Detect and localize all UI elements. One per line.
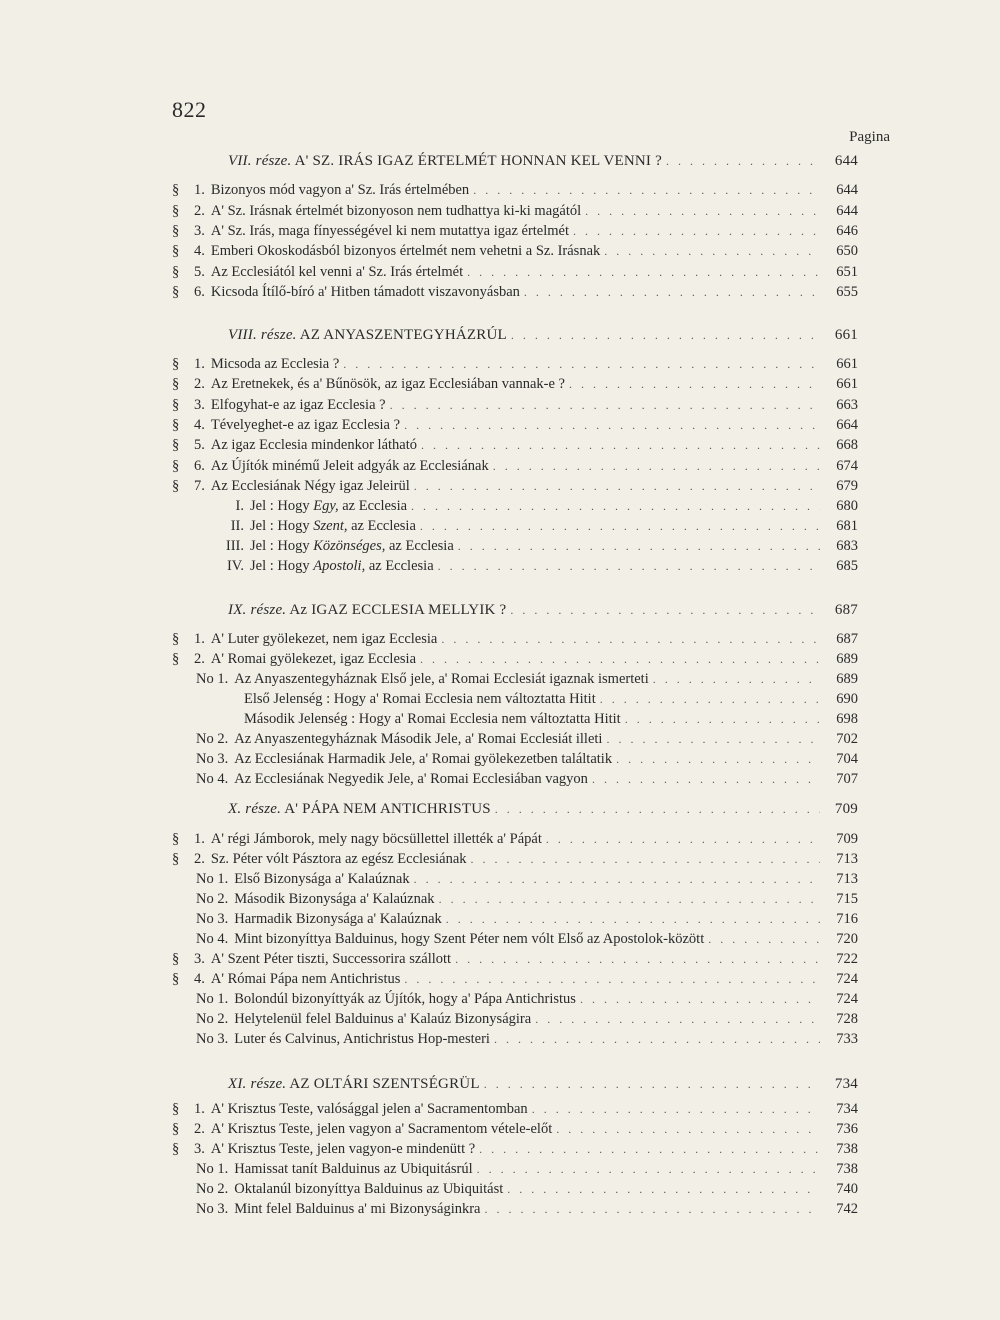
- entry-title: Hamissat tanít Balduinus az Ubiquitásrúl: [234, 1161, 473, 1177]
- entry-title: Mint bizonyíttya Balduinus, hogy Szent Péter nem vólt Első az Apostolok-között: [234, 931, 705, 947]
- page-reference: 664: [836, 417, 858, 433]
- paragraph-number: 1.: [194, 1101, 205, 1117]
- entry-title: Az Ecclesiának Negyedik Jele, a' Romai Ecclesiában vagyon: [234, 771, 588, 787]
- page-reference: 724: [836, 991, 858, 1007]
- jel-post: az Ecclesia: [388, 538, 454, 554]
- dot-leader: [580, 990, 820, 1008]
- jel-pre: Jel : Hogy: [250, 558, 310, 574]
- entry-title: Első Bizonysága a' Kalaúznak: [234, 871, 410, 887]
- section-label: része.: [255, 153, 292, 169]
- jel-italic: Egy,: [313, 498, 339, 514]
- page-reference: 720: [836, 931, 858, 947]
- dot-leader: [524, 283, 820, 301]
- section-sign: §: [172, 417, 180, 433]
- entry-title: A' Sz. Irás, maga fínyességével ki nem mutattya igaz értelmét: [210, 223, 570, 239]
- entry-title: Sz. Péter vólt Pásztora az egész Ecclesiának: [210, 851, 467, 867]
- toc-entry: [172, 242, 858, 260]
- dot-leader: [439, 890, 820, 908]
- dot-leader: [479, 1140, 820, 1158]
- entry-title: Az Eretnekek, és a' Bűnösök, az igaz Ecclesiában vannak-e ?: [210, 376, 565, 392]
- section-sign: §: [172, 971, 180, 987]
- dot-leader: [708, 930, 820, 948]
- entry-title: Helytelenül felel Balduinus a' Kalaúz Bizonyságira: [234, 1011, 532, 1027]
- page-reference: 689: [836, 651, 858, 667]
- section-sign: §: [172, 223, 180, 239]
- page-reference: 655: [836, 284, 858, 300]
- numero-label: No 2.: [196, 1181, 229, 1197]
- page-reference: 716: [836, 911, 858, 927]
- toc-entry: [172, 375, 858, 393]
- paragraph-number: 1.: [194, 631, 205, 647]
- page-reference: 738: [836, 1161, 858, 1177]
- page-reference: 650: [836, 243, 858, 259]
- toc-section-heading: [228, 1075, 858, 1093]
- toc-entry: [196, 1030, 858, 1048]
- jel-post: az Ecclesia: [368, 558, 434, 574]
- paragraph-number: 7.: [194, 478, 205, 494]
- entry-title: Mint felel Balduinus a' mi Bizonyságinkra: [234, 1201, 481, 1217]
- toc-entry: [244, 710, 858, 728]
- dot-leader: [625, 710, 820, 728]
- numero-label: No 3.: [196, 911, 229, 927]
- dot-leader: [414, 870, 820, 888]
- toc-section-heading: [228, 326, 858, 344]
- toc-entry: [244, 690, 858, 708]
- entry-title: A' Romai gyölekezet, igaz Ecclesia: [210, 651, 416, 667]
- dot-leader: [404, 416, 820, 434]
- page-reference: 724: [836, 971, 858, 987]
- jel-italic: Apostoli,: [313, 558, 366, 574]
- section-sign: §: [172, 631, 180, 647]
- toc-entry: [172, 830, 858, 848]
- toc-entry: [172, 630, 858, 648]
- page-reference: 707: [836, 771, 858, 787]
- numero-label: No 1.: [196, 1161, 229, 1177]
- toc-entry: [172, 1140, 858, 1158]
- numero-label: No 2.: [196, 731, 229, 747]
- toc-entry: [196, 890, 858, 908]
- pagina-column-label: Pagina: [849, 129, 890, 145]
- dot-leader: [421, 436, 820, 454]
- entry-title: Kicsoda Ítílő-bíró a' Hitben támadott viszavonyásban: [210, 284, 520, 300]
- entry-title: Oktalanúl bizonyíttya Balduinus az Ubiquitást: [234, 1181, 504, 1197]
- toc-entry: [172, 950, 858, 968]
- section-title: [228, 800, 491, 818]
- entry-title: A' Luter gyölekezet, nem igaz Ecclesia: [210, 631, 438, 647]
- toc-entry: [190, 517, 858, 535]
- entry-title: Az Újítók minémű Jeleit adgyák az Ecclesiának: [210, 458, 489, 474]
- dot-leader: [441, 630, 820, 648]
- jel-number: IV.: [226, 558, 244, 574]
- toc-entry: [196, 930, 858, 948]
- paragraph-number: 5.: [194, 264, 205, 280]
- section-sign: §: [172, 651, 180, 667]
- jel-post: az Ecclesia: [342, 498, 408, 514]
- numero-label: No 3.: [196, 1201, 229, 1217]
- page-number: 822: [172, 97, 207, 122]
- section-sign: §: [172, 182, 180, 198]
- toc-entry: [172, 970, 858, 988]
- dot-leader: [494, 1030, 820, 1048]
- section-sign: §: [172, 356, 180, 372]
- paragraph-number: 4.: [194, 417, 205, 433]
- paragraph-number: 3.: [194, 951, 205, 967]
- numero-label: No 1.: [196, 991, 229, 1007]
- toc-entry: [172, 850, 858, 868]
- page-reference: 733: [836, 1031, 858, 1047]
- toc-entry: [196, 670, 858, 688]
- entry-title: Az Ecclesiának Harmadik Jele, a' Romai gyölekezetben találtatik: [234, 751, 613, 767]
- section-sign: §: [172, 951, 180, 967]
- page-reference: 728: [836, 1011, 858, 1027]
- entry-title: [250, 557, 434, 575]
- paragraph-number: 4.: [194, 971, 205, 987]
- toc-entry: [196, 990, 858, 1008]
- dot-leader: [573, 222, 820, 240]
- toc-entry: [196, 910, 858, 928]
- toc-entry: [172, 1120, 858, 1138]
- page-reference: 704: [836, 751, 858, 767]
- page-reference: 679: [836, 478, 858, 494]
- page-reference: 690: [836, 691, 858, 707]
- toc-entry: [172, 650, 858, 668]
- dot-leader: [471, 850, 820, 868]
- paragraph-number: 3.: [194, 1141, 205, 1157]
- jel-pre: Jel : Hogy: [250, 518, 310, 534]
- dot-leader: [414, 477, 820, 495]
- page-reference: 680: [836, 498, 858, 514]
- entry-title: A' Krisztus Teste, jelen vagyon a' Sacramentom vétele-előt: [210, 1121, 553, 1137]
- entry-title: Harmadik Bizonysága a' Kalaúznak: [234, 911, 442, 927]
- page-reference: 687: [834, 602, 858, 618]
- entry-title: Az Ecclesiának Négy igaz Jeleirül: [210, 478, 410, 494]
- jel-pre: Jel : Hogy: [250, 538, 310, 554]
- page-reference: 698: [836, 711, 858, 727]
- page-reference: 734: [834, 1076, 858, 1092]
- toc-entry: [196, 1160, 858, 1178]
- page-reference: 683: [836, 538, 858, 554]
- page-reference: 709: [834, 801, 858, 817]
- dot-leader: [404, 970, 820, 988]
- numero-label: No 1.: [196, 871, 229, 887]
- dot-leader: [592, 770, 820, 788]
- paragraph-number: 3.: [194, 397, 205, 413]
- paragraph-number: 6.: [194, 284, 205, 300]
- entry-title: Első Jelenség : Hogy a' Romai Ecclesia nem változtatta Hitit: [244, 691, 596, 707]
- section-number: XI.: [228, 1076, 247, 1092]
- page-reference: 668: [836, 437, 858, 453]
- dot-leader: [511, 326, 820, 344]
- toc-entry: [172, 416, 858, 434]
- paragraph-number: 1.: [194, 356, 205, 372]
- numero-label: No 3.: [196, 1031, 229, 1047]
- dot-leader: [653, 670, 820, 688]
- dot-leader: [473, 181, 820, 199]
- toc-section-heading: [228, 800, 858, 818]
- paragraph-number: 6.: [194, 458, 205, 474]
- toc-entry: [196, 870, 858, 888]
- page-reference: 715: [836, 891, 858, 907]
- entry-title: Második Jelenség : Hogy a' Romai Ecclesia nem változtatta Hitit: [244, 711, 621, 727]
- section-heading-text: A' SZ. IRÁS IGAZ ÉRTELMÉT HONNAN KEL VENNI ?: [294, 153, 662, 169]
- paragraph-number: 2.: [194, 651, 205, 667]
- page-reference: 644: [836, 203, 858, 219]
- section-number: VII.: [228, 153, 252, 169]
- paragraph-number: 2.: [194, 851, 205, 867]
- dot-leader: [411, 497, 820, 515]
- dot-leader: [616, 750, 820, 768]
- toc-section-heading: [228, 152, 858, 170]
- dot-leader: [493, 457, 820, 475]
- dot-leader: [455, 950, 820, 968]
- entry-title: A' Krisztus Teste, jelen vagyon-e mindenütt ?: [210, 1141, 476, 1157]
- page-reference: 687: [836, 631, 858, 647]
- entry-title: A' Római Pápa nem Antichristus: [210, 971, 401, 987]
- entry-title: Az Ecclesiától kel venni a' Sz. Irás értelmét: [210, 264, 464, 280]
- paragraph-number: 4.: [194, 243, 205, 259]
- toc-entry: [172, 202, 858, 220]
- dot-leader: [495, 800, 820, 818]
- section-sign: §: [172, 1121, 180, 1137]
- dot-leader: [420, 650, 820, 668]
- section-sign: §: [172, 264, 180, 280]
- section-sign: §: [172, 243, 180, 259]
- toc-entry: [196, 750, 858, 768]
- toc-entry: [190, 557, 858, 575]
- paragraph-number: 2.: [194, 376, 205, 392]
- section-title: [228, 152, 662, 170]
- entry-title: A' Krisztus Teste, valósággal jelen a' Sacramentomban: [210, 1101, 528, 1117]
- jel-italic: Közönséges,: [313, 538, 386, 554]
- toc-entry: [172, 222, 858, 240]
- dot-leader: [666, 152, 820, 170]
- toc-section-heading: [228, 601, 858, 619]
- section-number: X.: [228, 801, 242, 817]
- entry-title: A' régi Jámborok, mely nagy böcsüllettel illették a' Pápát: [210, 831, 542, 847]
- entry-title: Második Bizonysága a' Kalaúznak: [234, 891, 435, 907]
- entry-title: Az Anyaszentegyháznak Második Jele, a' Romai Ecclesiát illeti: [234, 731, 603, 747]
- jel-number: III.: [225, 538, 244, 554]
- section-heading-text: AZ ANYASZENTEGYHÁZRÚL: [299, 327, 507, 343]
- dot-leader: [535, 1010, 820, 1028]
- jel-post: az Ecclesia: [351, 518, 416, 534]
- section-sign: §: [172, 1101, 180, 1117]
- jel-number: I.: [235, 498, 244, 514]
- section-sign: §: [172, 458, 180, 474]
- dot-leader: [484, 1075, 820, 1093]
- page-reference: 651: [836, 264, 858, 280]
- page-reference: 740: [836, 1181, 858, 1197]
- section-sign: §: [172, 851, 180, 867]
- page-reference: 709: [836, 831, 858, 847]
- dot-leader: [556, 1120, 820, 1138]
- page-reference: 742: [836, 1201, 858, 1217]
- section-title: [228, 1075, 480, 1093]
- page-reference: 734: [836, 1101, 858, 1117]
- page-reference: 646: [836, 223, 858, 239]
- entry-title: Bolondúl bizonyíttyák az Újítók, hogy a' Pápa Antichristus: [234, 991, 576, 1007]
- dot-leader: [585, 202, 820, 220]
- section-sign: §: [172, 397, 180, 413]
- numero-label: No 4.: [196, 771, 229, 787]
- dot-leader: [467, 263, 820, 281]
- paragraph-number: 2.: [194, 1121, 205, 1137]
- section-number: IX.: [228, 602, 247, 618]
- jel-number: II.: [230, 518, 244, 534]
- section-label: része.: [250, 1076, 287, 1092]
- section-sign: §: [172, 478, 180, 494]
- section-heading-text: AZ OLTÁRI SZENTSÉGRÜL: [289, 1076, 480, 1092]
- entry-title: A' Sz. Irásnak értelmét bizonyoson nem tudhattya ki-ki magától: [210, 203, 582, 219]
- toc-entry: [172, 1100, 858, 1118]
- dot-leader: [438, 557, 820, 575]
- toc-entry: [172, 436, 858, 454]
- paragraph-number: 5.: [194, 437, 205, 453]
- page-reference: 713: [836, 871, 858, 887]
- dot-leader: [606, 730, 820, 748]
- entry-title: Az igaz Ecclesia mindenkor látható: [210, 437, 418, 453]
- page-reference: 702: [836, 731, 858, 747]
- section-heading-text: Az IGAZ ECCLESIA MELLYIK ?: [289, 602, 507, 618]
- entry-title: [250, 517, 416, 535]
- entry-title: Elfogyhat-e az igaz Ecclesia ?: [210, 397, 386, 413]
- entry-title: [250, 497, 407, 515]
- entry-title: Az Anyaszentegyháznak Első jele, a' Romai Ecclesiát igaznak ismerteti: [234, 671, 649, 687]
- page-reference: 663: [836, 397, 858, 413]
- numero-label: No 3.: [196, 751, 229, 767]
- paragraph-number: 3.: [194, 223, 205, 239]
- entry-title: Micsoda az Ecclesia ?: [210, 356, 340, 372]
- toc-entry: [172, 355, 858, 373]
- paragraph-number: 1.: [194, 182, 205, 198]
- dot-leader: [510, 601, 820, 619]
- toc-entry: [172, 457, 858, 475]
- toc-entry: [172, 477, 858, 495]
- page-reference: 713: [836, 851, 858, 867]
- page-reference: 689: [836, 671, 858, 687]
- page-reference: 661: [834, 327, 858, 343]
- numero-label: No 1.: [196, 671, 229, 687]
- dot-leader: [390, 396, 820, 414]
- page-reference: 681: [836, 518, 858, 534]
- toc-entry: [196, 1200, 858, 1218]
- section-title: [228, 601, 506, 619]
- jel-italic: Szent,: [313, 518, 348, 534]
- dot-leader: [600, 690, 820, 708]
- page-reference: 738: [836, 1141, 858, 1157]
- numero-label: No 2.: [196, 1011, 229, 1027]
- toc-entry: [190, 497, 858, 515]
- page-reference: 661: [836, 356, 858, 372]
- entry-title: A' Szent Péter tiszti, Successorira szállott: [210, 951, 452, 967]
- dot-leader: [546, 830, 820, 848]
- page-reference: 736: [836, 1121, 858, 1137]
- page-reference: 685: [836, 558, 858, 574]
- dot-leader: [343, 355, 820, 373]
- toc-entry: [172, 396, 858, 414]
- toc-entry: [190, 537, 858, 555]
- entry-title: Bizonyos mód vagyon a' Sz. Irás értelmében: [210, 182, 470, 198]
- page-reference: 644: [834, 153, 858, 169]
- section-label: része.: [260, 327, 297, 343]
- dot-leader: [532, 1100, 820, 1118]
- section-sign: §: [172, 203, 180, 219]
- entry-title: Tévelyeghet-e az igaz Ecclesia ?: [210, 417, 401, 433]
- section-label: része.: [250, 602, 287, 618]
- section-title: [228, 326, 507, 344]
- numero-label: No 4.: [196, 931, 229, 947]
- dot-leader: [458, 537, 820, 555]
- toc-entry: [172, 263, 858, 281]
- section-sign: §: [172, 831, 180, 847]
- section-sign: §: [172, 1141, 180, 1157]
- paragraph-number: 2.: [194, 203, 205, 219]
- page-reference: 661: [836, 376, 858, 392]
- section-number: VIII.: [228, 327, 257, 343]
- dot-leader: [507, 1180, 820, 1198]
- toc-entry: [172, 283, 858, 301]
- section-heading-text: A' PÁPA NEM ANTICHRISTUS: [284, 801, 491, 817]
- toc-entry: [196, 1010, 858, 1028]
- entry-title: Emberi Okoskodásból bizonyos értelmét nem vehetni a Sz. Irásnak: [210, 243, 601, 259]
- page-reference: 644: [836, 182, 858, 198]
- dot-leader: [569, 375, 820, 393]
- section-sign: §: [172, 284, 180, 300]
- dot-leader: [604, 242, 820, 260]
- toc-entry: [196, 730, 858, 748]
- section-label: része.: [245, 801, 282, 817]
- section-sign: §: [172, 437, 180, 453]
- paragraph-number: 1.: [194, 831, 205, 847]
- toc-entry: [196, 770, 858, 788]
- section-sign: §: [172, 376, 180, 392]
- dot-leader: [420, 517, 820, 535]
- toc-entry: [172, 181, 858, 199]
- dot-leader: [446, 910, 820, 928]
- page-reference: 722: [836, 951, 858, 967]
- jel-pre: Jel : Hogy: [250, 498, 310, 514]
- toc-entry: [196, 1180, 858, 1198]
- dot-leader: [485, 1200, 821, 1218]
- entry-title: [250, 537, 454, 555]
- entry-title: Luter és Calvinus, Antichristus Hop-mesteri: [234, 1031, 490, 1047]
- dot-leader: [477, 1160, 820, 1178]
- numero-label: No 2.: [196, 891, 229, 907]
- page-reference: 674: [836, 458, 858, 474]
